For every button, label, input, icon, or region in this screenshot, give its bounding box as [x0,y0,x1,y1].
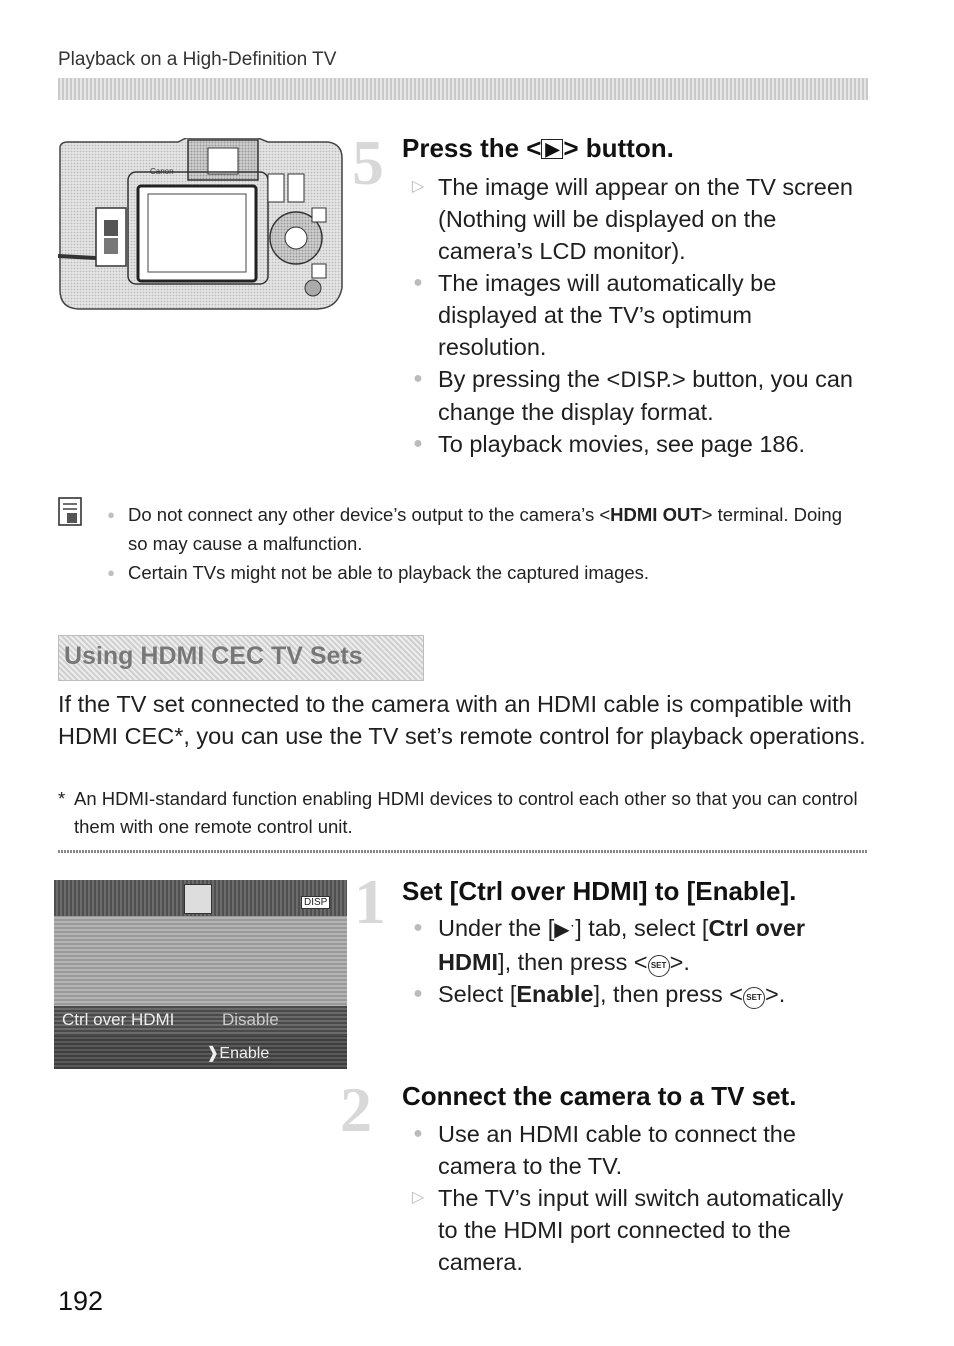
list-item: ● The images will automatically be displayed at the TV’s optimum resolution. [404,267,854,363]
step-2-bullets [404,1118,854,1278]
camera-back-illustration [58,138,344,311]
list-item: ● By pressing the <DISP.> button, you can change the display format. [404,363,854,428]
menu-screen-image [54,880,347,1069]
memo-icon [58,497,84,532]
list-item: ● Use an HDMI cable to connect the camera to the TV. [404,1118,854,1182]
list-item: ● To playback movies, see page 186. [404,428,854,460]
playback-tab-icon [184,884,212,914]
set-button-icon: SET [743,987,765,1009]
step-1-bullets [404,912,864,1010]
arrow-marker-icon: ▷ [411,1189,425,1206]
section-title: Using HDMI CEC TV Sets [64,642,363,670]
step-number-2: 2 [340,1074,372,1145]
step-2-title: Connect the camera to a TV set. [402,1081,797,1111]
bullet-dot-icon: ● [413,274,423,291]
step-5-title-pre: Press the < [402,133,542,163]
section-body: If the TV set connected to the camera with an HDMI cable is compatible with HDMI CEC*, you can use the TV set’s remote control for playback operations. [58,691,866,749]
bullet-dot-icon: ● [107,507,115,522]
footnote [58,785,868,841]
arrow-marker-icon: ▷ [411,178,425,195]
svg-text:Canon: Canon [150,167,174,176]
menu-option-disable: Disable [222,1010,279,1029]
running-header: Playback on a High-Definition TV [58,49,337,70]
step-5-title [402,133,674,164]
step-5-title-post: > button. [563,133,674,163]
header-band [58,78,868,100]
step-5-bullets [404,171,854,460]
menu-row-enable [54,1036,347,1069]
bullet-dot-icon: ● [413,1125,423,1142]
list-item: ▷ The image will appear on the TV screen (Nothing will be displayed on the camera’s LCD monitor). [404,171,854,267]
bullet-dot-icon: ● [107,565,115,580]
step-number-5: 5 [352,127,384,198]
bullet-dot-icon: ● [413,435,423,452]
menu-item-label: Ctrl over HDMI [62,1010,175,1029]
step-1-title: Set [Ctrl over HDMI] to [Enable]. [402,876,797,906]
list-item: ● Do not connect any other device’s output to the camera’s <HDMI OUT> terminal. Doing so may cause a malfunction. [100,500,860,558]
section-divider [58,850,868,853]
disp-tab-label: DISP [301,896,330,909]
playback-button-icon: ▶ [541,139,563,159]
footnote-text: An HDMI-standard function enabling HDMI devices to control each other so that you can control them with one remote control unit. [74,788,858,837]
step-number-1: 1 [354,866,386,937]
list-item: ● Under the [▶ˑ] tab, select [Ctrl over HDMI], then press < SET >. [404,912,864,978]
footnote-mark: * [58,788,66,809]
list-item: ▷ The TV’s input will switch automatically to the HDMI port connected to the camera. [404,1182,854,1278]
disp-button-label: DISP. [620,368,672,392]
menu-option-enable: ❱Enable [206,1045,270,1062]
bullet-dot-icon: ● [413,985,423,1002]
bullet-dot-icon: ● [413,919,423,936]
page-number: 192 [58,1286,104,1316]
bullet-dot-icon: ● [413,370,423,387]
note-block [100,500,860,587]
list-item: ● Certain TVs might not be able to playback the captured images. [100,558,860,587]
playback-tab-icon: ▶ˑ [554,919,576,941]
list-item: ● Select [Enable], then press < SET >. [404,978,864,1010]
set-button-icon: SET [648,955,670,977]
